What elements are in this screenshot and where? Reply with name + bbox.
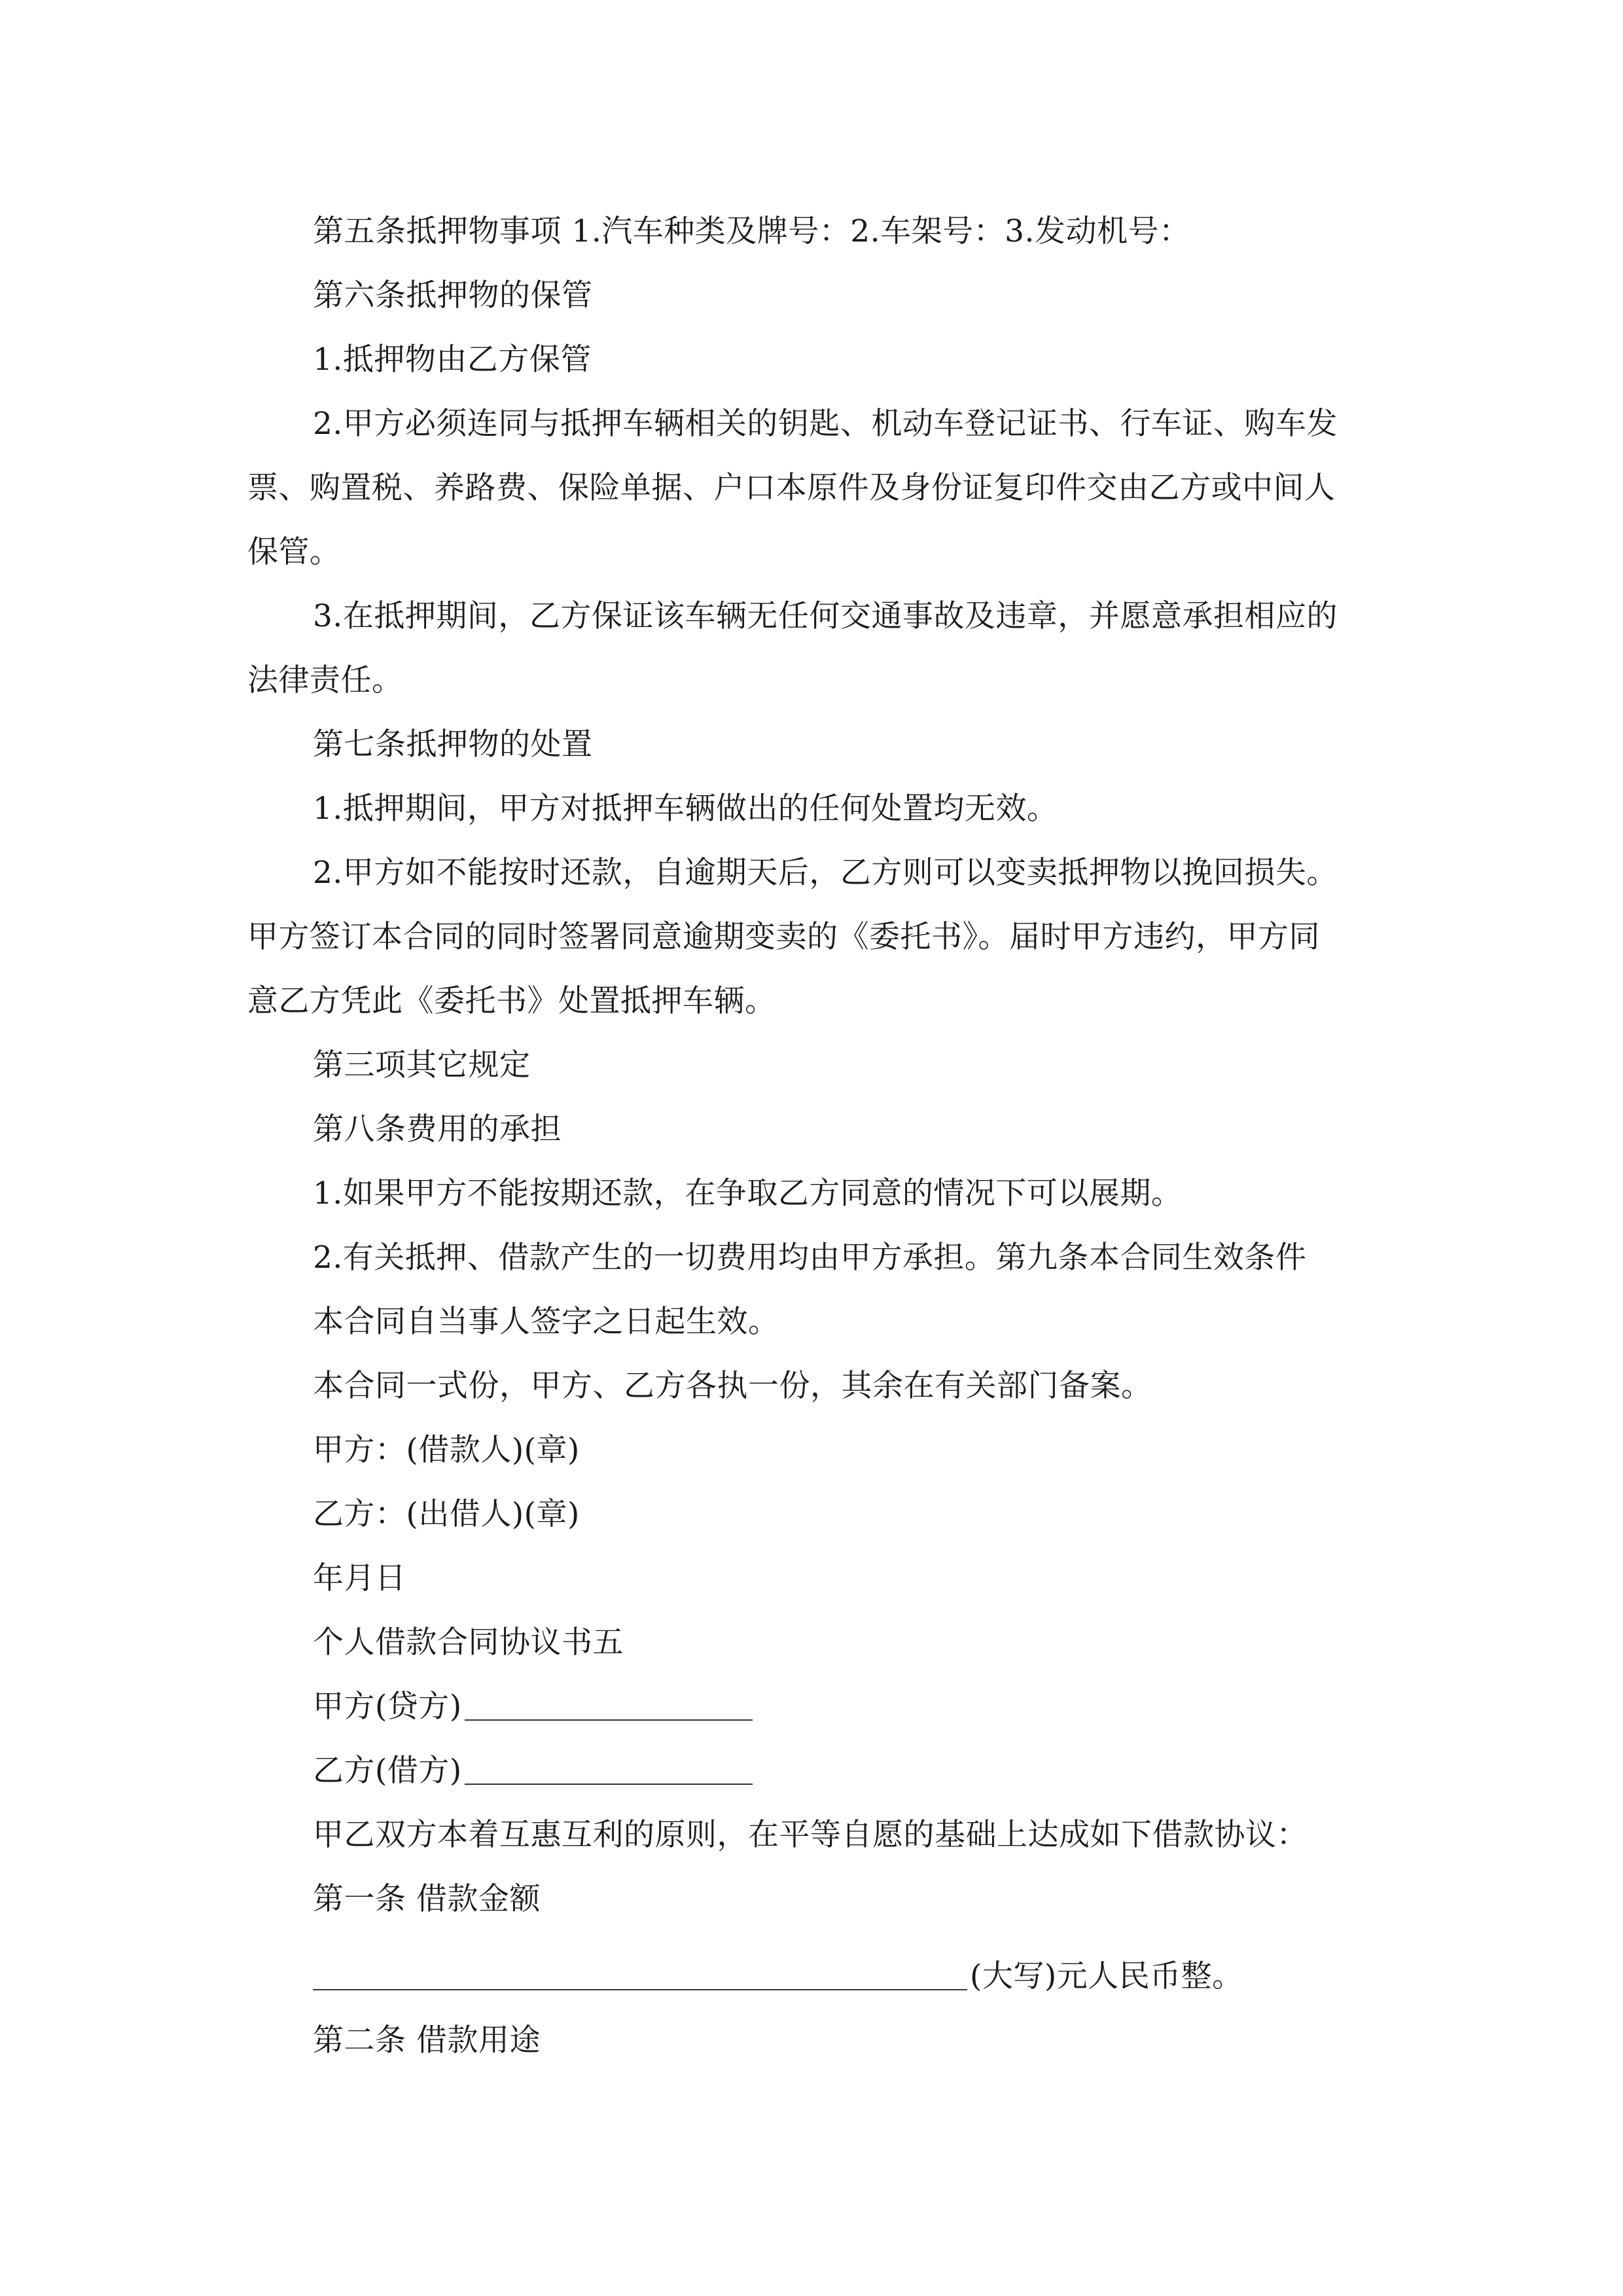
clause-8-item-2: 2.有关抵押、借款产生的一切费用均由甲方承担。第九条本合同生效条件	[313, 1240, 1307, 1276]
clause-5-collateral-items: 第五条抵押物事项 1.汽车种类及牌号：2.车架号：3.发动机号：	[313, 213, 1190, 249]
clause-6-heading: 第六条抵押物的保管	[313, 278, 593, 314]
clause-7-heading: 第七条抵押物的处置	[313, 726, 593, 762]
copies-clause: 本合同一式份，甲方、乙方各执一份，其余在有关部门备案。	[313, 1368, 1152, 1404]
clause-8-heading: 第八条费用的承担	[313, 1111, 562, 1147]
clause-8-item-1: 1.如果甲方不能按期还款，在争取乙方同意的情况下可以展期。	[313, 1175, 1183, 1211]
article-2-heading: 第二条 借款用途	[313, 2022, 541, 2058]
borrower-label: 乙方(借方)	[313, 1753, 462, 1789]
clause-6-item-3-line-1: 3.在抵押期间，乙方保证该车辆无任何交通事故及违章，并愿意承担相应的	[313, 598, 1338, 634]
borrower-blank	[465, 1746, 753, 1785]
clause-6-item-2-line-3: 保管。	[247, 534, 341, 570]
clause-6-item-2-line-2: 票、购置税、养路费、保险单据、户口本原件及身份证复印件交由乙方或中间人	[247, 470, 1336, 506]
effective-clause: 本合同自当事人签字之日起生效。	[313, 1304, 779, 1340]
signature-date: 年月日	[313, 1560, 406, 1596]
loan-amount-blank	[313, 1951, 967, 1990]
borrower-line	[247, 1739, 1393, 1803]
clause-6-item-1: 1.抵押物由乙方保管	[313, 342, 592, 378]
loan-amount-line	[247, 1945, 1393, 2009]
party-a-signature: 甲方：(借款人)(章)	[313, 1432, 580, 1468]
lender-line	[247, 1675, 1393, 1739]
clause-7-item-2-line-2: 甲方签订本合同的同时签署同意逾期变卖的《委托书》。届时甲方违约，甲方同	[247, 919, 1320, 955]
section-3-heading: 第三项其它规定	[313, 1047, 531, 1083]
spacer	[247, 1931, 1393, 1945]
article-1-heading: 第一条 借款金额	[313, 1881, 541, 1917]
party-b-signature: 乙方：(出借人)(章)	[313, 1496, 580, 1532]
lender-blank	[465, 1681, 753, 1721]
clause-7-item-1: 1.抵押期间，甲方对抵押车辆做出的任何处置均无效。	[313, 791, 1058, 827]
clause-6-item-2-line-1: 2.甲方必须连同与抵押车辆相关的钥匙、机动车登记证书、行车证、购车发	[313, 406, 1338, 442]
clause-6-item-3-line-2: 法律责任。	[247, 662, 403, 698]
loan-amount-suffix: (大写)元人民币整。	[970, 1958, 1243, 1994]
clause-7-item-2-line-3: 意乙方凭此《委托书》处置抵押车辆。	[247, 983, 776, 1019]
clause-7-item-2-line-1: 2.甲方如不能按时还款，自逾期天后，乙方则可以变卖抵押物以挽回损失。	[313, 855, 1338, 891]
contract-5-title: 个人借款合同协议书五	[313, 1624, 624, 1660]
document-body	[247, 200, 1393, 2073]
lender-label: 甲方(贷方)	[313, 1689, 462, 1725]
agreement-preamble: 甲乙双方本着互惠互利的原则，在平等自愿的基础上达成如下借款协议：	[313, 1817, 1308, 1853]
